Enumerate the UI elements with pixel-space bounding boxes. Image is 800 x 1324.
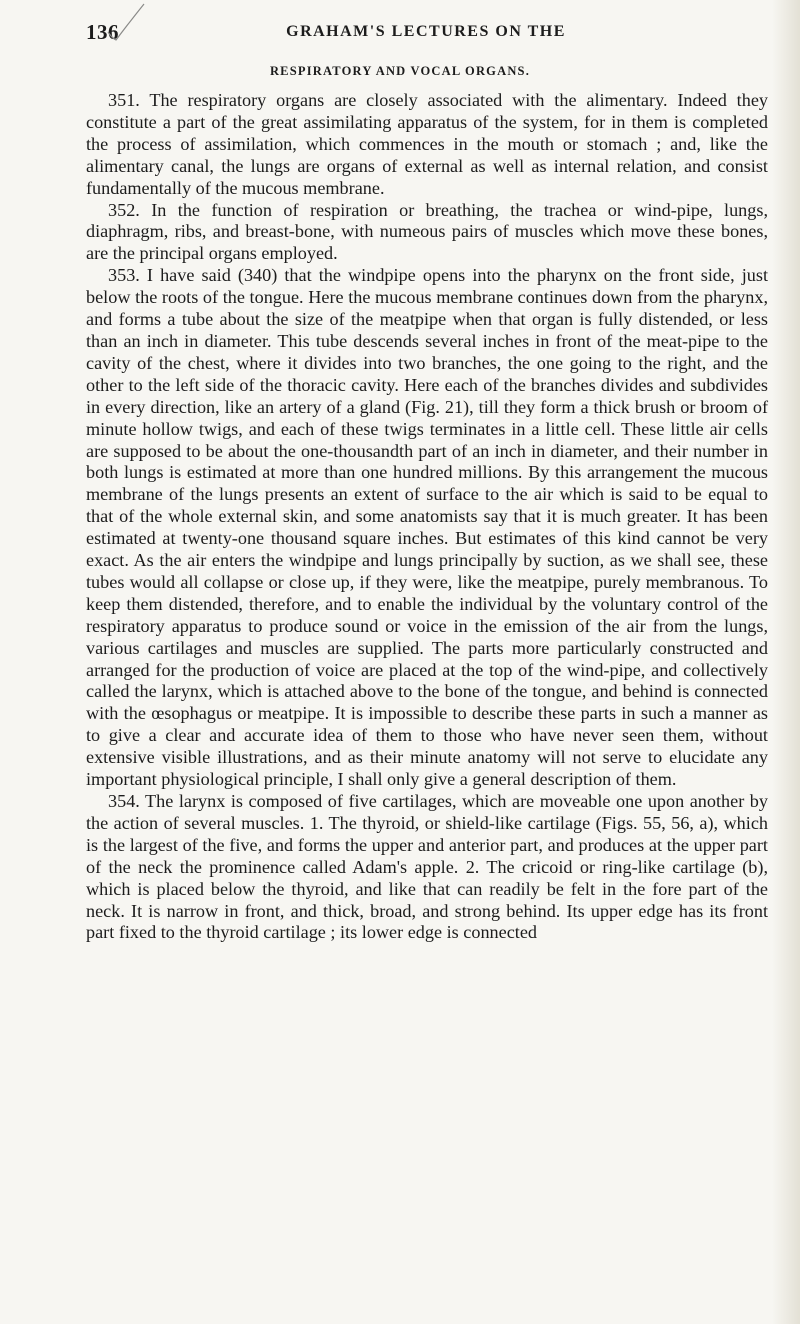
paragraph-351: 351. The respiratory organs are closely associated with the alimentary. Indeed they constitute a part of the great assimilating apparatus of the system, for in them is completed the process of assimilation, which commences in the mouth or stomach ; and, like the alimentary canal, the lungs are organs of external as well as internal relation, and consist fundamentally of the mucous membrane. — [86, 90, 768, 198]
paragraph-353: 353. I have said (340) that the windpipe opens into the pharynx on the front side, just below the roots of the tongue. Here the mucous membrane continues down from the pharynx, and forms a tube about the size of the meatpipe when that organ is fully distended, or less than an inch in diameter. This tube descends several inches in front of the meat-pipe to the cavity of the chest, where it divides into two branches, the one going to the right, and the other to the left side of the thoracic cavity. Here each of the branches divides and subdivides in every direction, like an artery of a gland (Fig. 21), till they form a thick brush or broom of minute hollow twigs, and each of these twigs terminates in a little cell. These little air cells are supposed to be about the one-thousandth part of an inch in diameter, and their number in both lungs is estimated at more than one hundred millions. By this arrangement the mucous membrane of the lungs presents an extent of surface to the air which is said to be equal to that of the whole external skin, and some anatomists say that it is much greater. It has been estimated at twenty-one thousand square inches. But estimates of this kind cannot be very exact. As the air enters the windpipe and lungs principally by suction, as we shall see, these tubes would all collapse or close up, if they were, like the meatpipe, purely membranous. To keep them distended, therefore, and to enable the individual by the voluntary control of the respiratory apparatus to produce sound or voice in the emission of the air from the lungs, various cartilages and muscles are supplied. The parts more particularly constructed and arranged for the production of voice are placed at the top of the wind-pipe, and collectively called the larynx, which is attached above to the bone of the tongue, and behind is connected with the œsophagus or meatpipe. It is impossible to describe these parts in such a manner as to give a clear and accurate idea of them to those who have never seen them, without extensive visible illustrations, and as their minute anatomy will not serve to elucidate any important physiological principle, I shall only give a general description of them. — [86, 265, 768, 790]
body-text — [86, 90, 768, 944]
running-title: GRAHAM'S LECTURES ON THE — [286, 23, 566, 40]
section-heading: RESPIRATORY AND VOCAL ORGANS. — [269, 64, 531, 78]
paragraph-352: 352. In the function of respiration or breathing, the trachea or wind-pipe, lungs, diaphragm, ribs, and breast-bone, with numeous pairs of muscles which move these bones, are the principal organs employed. — [86, 199, 768, 264]
page-edge-shadow — [772, 0, 800, 1324]
paragraph-354: 354. The larynx is composed of five cartilages, which are moveable one upon another by the action of several muscles. 1. The thyroid, or shield-like cartilage (Figs. 55, 56, a), which is the largest of the five, and forms the upper and anterior part, and produces at the upper part of the neck the prominence called Adam's apple. 2. The cricoid or ring-like cartilage (b), which is placed below the thyroid, and like that can readily be felt in the fore part of the neck. It is narrow in front, and thick, broad, and strong behind. Its upper edge has its front part fixed to the thyroid cartilage ; its lower edge is connected — [86, 791, 768, 943]
page-number: 136 — [86, 20, 119, 44]
pencil-mark-icon — [106, 2, 146, 42]
running-head — [86, 20, 766, 50]
